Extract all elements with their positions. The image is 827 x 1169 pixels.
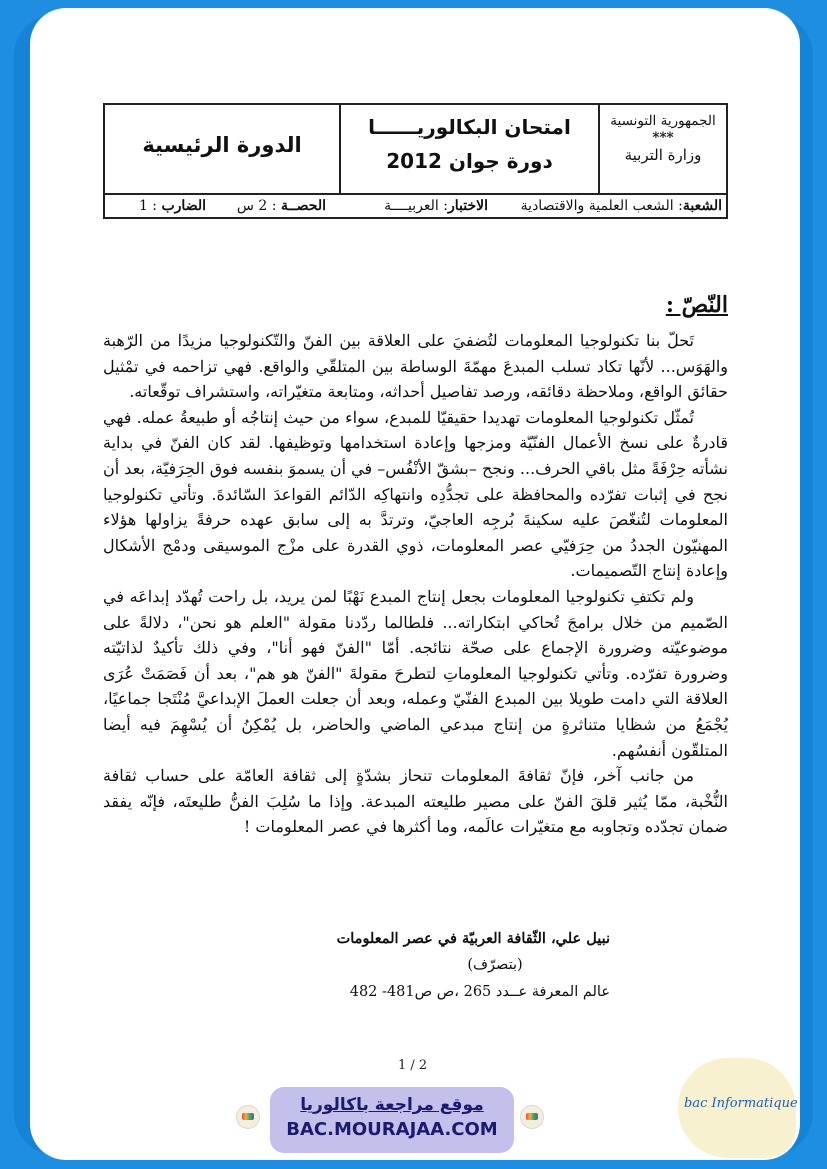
paragraph-2: تُمثّل تكنولوجيا المعلومات تهديدا حقيقيّا للمبدع، سواء من حيث إنتاجُه أو طبيعةُ عمله. فهي قادرةٌ على نسخ الأعمال الفنّيّة ومزجها وإعادة استخدامها وتوظيفها. لقد كان الفنّ في بداية نشأته حِرْفَةً مثل باقي الحرف... ونجح –بشقّ الأنْفُس– في أن يسموَ بنفسه فوق الحِرَفيّة، بعد أن نجح في إثبات تفرّده والمحافظة على تجدُّدِه وانتهاكِه الدّائم القواعدَ السّائدةَ. وتأتي تكنولوجيا المعلومات لتُنغّصَ عليه سكينةَ بُرجِه العاجيّ، وترتدَّ به إلى سابق عهده حرفةً يزاولها هؤلاء المهنيّون الجددُ من حِرَفيّي عصر المعلومات، ذوي القدرة على مزْج الموسيقى ودمْج الأشكال وإعادة إنتاج التّصميمات. [103,407,729,581]
coefficient-field: الضارب : 1 [138,198,206,214]
text-title: النّصّ : [665,292,728,318]
badge-text: bac Informatique [684,1096,798,1111]
republic-label: الجمهورية التونسية [610,113,716,129]
exam-title-block [341,115,598,173]
subject-field: الاختبار: العربيــــة [384,198,488,214]
duration-field: الحصــة : 2 س [236,198,326,214]
section-field: الشعبة: الشعب العلمية والاقتصادية [520,198,722,214]
banner-arabic: موقع مراجعة باكالوريا [300,1095,484,1115]
duration-value: 2 س [236,198,268,214]
stars: *** [652,130,674,146]
subject-value: العربيــــة [384,198,439,214]
republic-block [600,113,726,164]
subject-label: الاختبار [447,198,488,214]
exam-title: امتحان البكالوريــــــا [368,115,571,139]
exam-session: دورة جوان 2012 [386,149,553,173]
text-body [103,290,728,840]
bac-informatique-badge [678,1058,796,1158]
site-logo-icon [236,1105,260,1129]
source-author-title: نبيل علي، الثّقافة العربيّة في عصر المعلومات [336,930,610,947]
exam-header [103,103,728,219]
source-adapted: (بتصرّف) [467,957,523,973]
section-value: الشعب العلمية والاقتصادية [520,198,674,214]
banner-latin: BAC.MOURAJAA.COM [286,1119,498,1140]
section-label: الشعبة [682,198,722,214]
paragraph-1: تَحلّ بنا تكنولوجيا المعلومات لتُضفيَ على العلاقة بين الفنّ والتّكنولوجيا مزيدًا من الرّهبة والهَوَس... لأنّها تكاد تسلب المبدعَ مهمّةَ الوساطة بين المتلقّي والواقع. فهي تزاحمه في تمْثيل حقائق الواقع، وملاحظة دقائقه، ورصد تفاصيل أحداثه، ومتابعة متغيّراته، واستشراف توقّعاته. [103,331,728,402]
header-divider-right [598,105,600,193]
ministry-label: وزارة التربية [624,146,702,164]
paragraph-3: ولم تكتفِ تكنولوجيا المعلومات بجعل إنتاج المبدع نَهْبًا لمن يريد، بل راحت تُهدّد إبداعَه في الصّميم من خلال برامجَ تُحاكي ابتكاراته... فلطالما ردّدنا مقولة "العلم هو نحن"، دلالةً على موضوعيّته وضرورة الإجماع على صحّة نتائجه. أمّا "الفنّ فهو أنا"، وفي ذلك تأكيدٌ لذاتيّته وضرورة تفرّده. وتأتي تكنولوجيا المعلوماتِ لتطرحَ مقولةَ "الفنّ هو هم"، بعد أن فَصَمَتْ عُرَى العلاقة التي دامت طويلا بين المبدع الفنّيّ وعمله، وبعد أن جعلت العملَ الإبداعيَّ مُنْتَجا جماعيًا، يُجْمَعُ من شظايا متناثرةٍ من إنتاج مبدعي الماضي والحاضر، بل يُمْكِنُ أن يُسْهِمَ فيه أيضا المتلقّون أنفسُهم. [103,586,729,760]
site-logo-icon [520,1105,544,1129]
header-divider-left [339,105,341,193]
page-number: 1 / 2 [398,1058,428,1073]
exam-info-row [105,195,726,219]
source-citation [320,925,610,1006]
source-reference: عالم المعرفة عــدد 265 ،ص ص481- 482 [349,984,610,1000]
duration-label: الحصــة [280,198,326,214]
paragraph-4: من جانب آخر، فإنّ ثقافةَ المعلومات تنحاز بشدّةٍ إلى ثقافة العامّة على حساب ثقافة النُّخْبة، ممّا يُثير قلقَ الفنّ على مصير طليعته المبدعة. وإذا ما سُلِبَ الفنُّ طليعتَه، فإنّه يفقد ضمان تجدّده وتجاوبه مع متغيّرات عالَمه، وما أكثرها في عصر المعلومات ! [103,766,728,837]
main-session: الدورة الرئيسية [142,133,302,157]
coefficient-label: الضارب [161,198,206,214]
site-banner-link[interactable] [270,1087,514,1153]
coefficient-value: 1 [138,198,148,214]
